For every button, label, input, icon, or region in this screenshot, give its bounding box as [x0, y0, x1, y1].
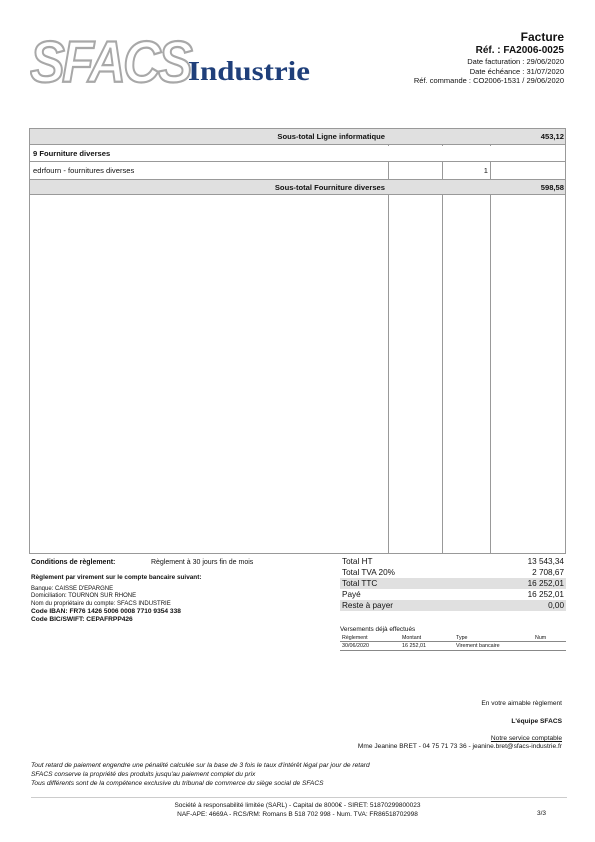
total-ht-row	[340, 556, 566, 567]
total-label: Total TTC	[342, 579, 378, 588]
header-montant: Montant	[402, 635, 422, 641]
subtotal-label: Sous-total Fourniture diverses	[274, 183, 385, 192]
bank-title: Règlement par virement sur le compte bancaire suivant:	[31, 574, 202, 581]
table-row	[340, 642, 566, 651]
bank-name: Banque: CAISSE D'EPARGNE	[31, 585, 114, 592]
total-value: 0,00	[548, 601, 564, 610]
total-value: 16 252,01	[527, 590, 564, 599]
footer-line: Société à responsabilité limitée (SARL) - Capital de 8000€ - SIRET: 51870299800023	[174, 802, 421, 809]
logo-text: SFACS	[30, 34, 193, 88]
total-label: Total HT	[342, 557, 373, 566]
total-value: 2 708,67	[532, 568, 564, 577]
company-logo	[30, 34, 320, 88]
section-label: 9 Fourniture diverses	[33, 149, 111, 158]
total-label: Total TVA 20%	[342, 568, 395, 577]
total-ttc-row	[340, 578, 566, 589]
logo-subtext: Industrie	[188, 56, 311, 86]
closing-team: L'équipe SFACS	[511, 718, 562, 725]
header-type: Type	[456, 635, 468, 641]
bank-details	[31, 574, 201, 624]
subtotal-row	[30, 179, 565, 195]
due-date: Date échéance : 31/07/2020	[469, 66, 564, 76]
paid-row	[340, 589, 566, 600]
legal-line: Tous différents sont de la compétence exclusive du tribunal de commerce du siège social de SFACS	[31, 780, 324, 787]
conditions-value: Règlement à 30 jours fin de mois	[150, 559, 254, 566]
payment-date: 30/06/2020	[342, 643, 369, 649]
closing-greeting: En votre aimable règlement	[481, 700, 562, 707]
legal-line: SFACS conserve la propriété des produits jusqu'au paiement complet du prix	[31, 771, 256, 778]
subtotal-row	[30, 129, 565, 145]
item-quantity: 1	[483, 166, 488, 175]
total-value: 13 543,34	[527, 557, 564, 566]
bank-domiciliation: Domiciliation: TOURNON SUR RHONE	[31, 593, 137, 600]
invoice-reference: Réf. : FA2006-0025	[475, 45, 564, 56]
bank-iban: Code IBAN: FR76 1426 5006 0008 7710 9354 338	[31, 608, 181, 616]
page-number: 3/3	[536, 810, 546, 817]
closing-service: Notre service comptable	[490, 735, 562, 742]
document-title: Facture	[520, 30, 564, 44]
header-num: Num	[535, 635, 547, 641]
totals-block	[340, 556, 566, 611]
payments-header	[340, 634, 566, 642]
item-description: edrfourn - fournitures diverses	[33, 166, 135, 175]
total-label: Reste à payer	[342, 601, 393, 610]
subtotal-label: Sous-total Ligne informatique	[277, 132, 385, 141]
subtotal-value: 598,58	[540, 183, 564, 192]
payment-amount: 16 252,01	[402, 643, 426, 649]
legal-notes	[31, 761, 370, 788]
section-row	[30, 146, 565, 162]
subtotal-value: 453,12	[540, 132, 564, 141]
closing-contact: Mme Jeanine BRET - 04 75 71 73 36 - jeanine.bret@sfacs-industrie.fr	[357, 743, 562, 750]
invoice-header	[414, 30, 564, 86]
remaining-row	[340, 600, 566, 611]
payments-made	[340, 625, 566, 651]
company-footer	[0, 801, 595, 819]
invoice-date: Date facturation : 29/06/2020	[467, 57, 564, 66]
legal-line: Tout retard de paiement engendre une pénalité calculée sur la base de 3 fois le taux d'intérêt légal par jour de retard	[31, 762, 370, 769]
payment-conditions	[31, 558, 253, 567]
total-tva-row	[340, 567, 566, 578]
bank-owner: Nom du propriétaire du compte: SFACS INDUSTRIE	[31, 600, 171, 607]
footer-divider	[31, 797, 567, 798]
table-row	[30, 163, 565, 179]
total-label: Payé	[342, 590, 361, 599]
line-items-table	[29, 128, 566, 554]
header-reglement: Règlement	[342, 635, 368, 641]
payments-title: Versements déjà effectués	[340, 626, 416, 633]
total-value: 16 252,01	[527, 579, 564, 588]
payment-type: Virement bancaire	[456, 643, 500, 649]
order-reference: Réf. commande : CO2006-1531 / 29/06/2020	[413, 76, 564, 85]
footer-line: NAF-APE: 4669A - RCS/RM: Romans B 518 702 998 - Num. TVA: FR86518702998	[177, 811, 418, 818]
bank-bic: Code BIC/SWIFT: CEPAFRPP426	[31, 616, 133, 624]
conditions-label: Conditions de règlement:	[31, 559, 116, 566]
